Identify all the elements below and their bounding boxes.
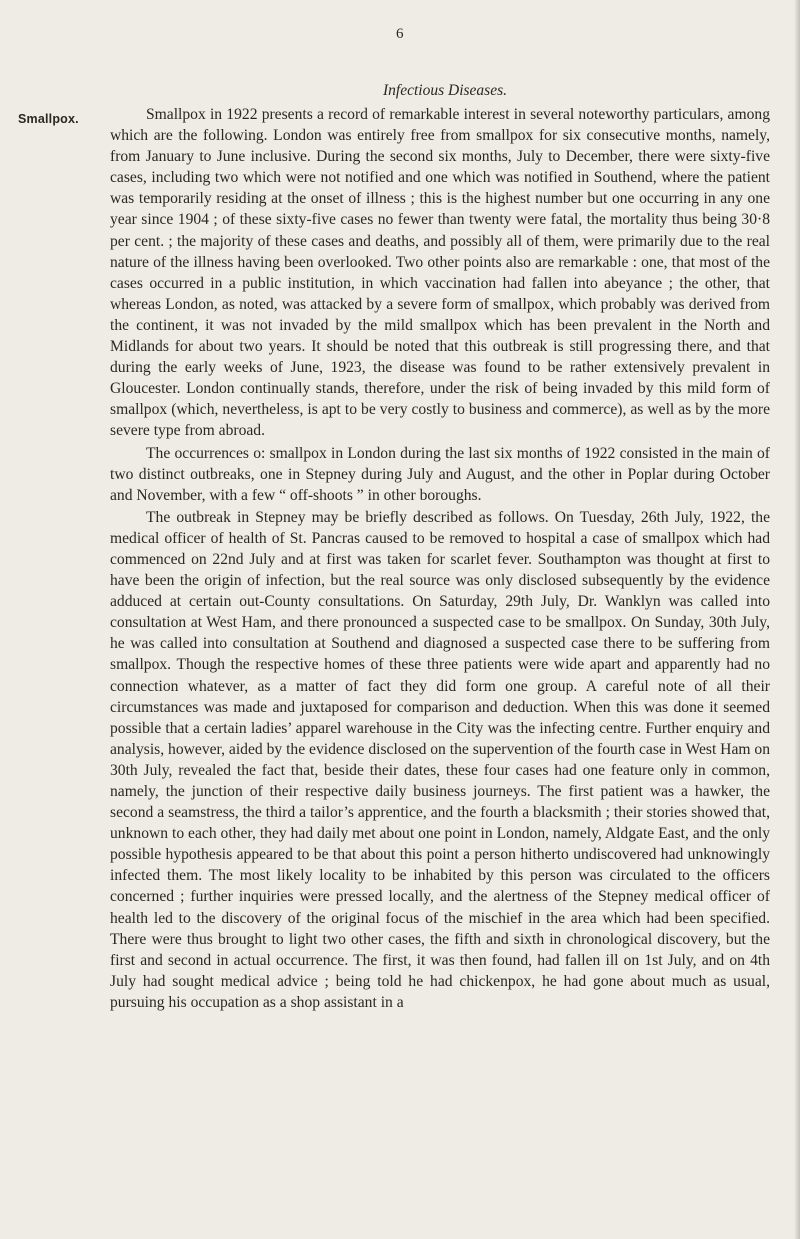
margin-note-smallpox: Smallpox. (18, 112, 79, 126)
paragraph-1: Smallpox in 1922 presents a record of remarkable interest in several noteworthy particulars, among which are the following. London was entirely free from smallpox for six consecutive months, namely, from January to June inclusive. During the second six months, July to December, there were sixty-five cases, including two which were not notified and one which was notified in Southend, where the patient was temporarily residing at the onset of illness ; this is the highest number but one occurring in any one year since 1904 ; of these sixty-five cases no fewer than twenty were fatal, the mortality thus being 30·8 per cent. ; the majority of these cases and deaths, and possibly all of them, were primarily due to the real nature of the illness having been overlooked. Two other points also are remarkable : one, that most of the cases occurred in a public institution, in which vaccination had fallen into abeyance ; the other, that whereas London, as noted, was attacked by a severe form of smallpox, which probably was derived from the continent, it was not invaded by the mild smallpox which has been prevalent in the North and Midlands for about two years. It should be noted that this outbreak is still progressing there, and that during the early weeks of June, 1923, the disease was found to be rather extensively prevalent in Gloucester. London continually stands, therefore, under the risk of being invaded by this mild form of smallpox (which, nevertheless, is apt to be very costly to business and commerce), as well as by the more severe type from abroad. (110, 106, 770, 440)
page-number: 6 (396, 26, 404, 42)
paragraph-3: The outbreak in Stepney may be briefly described as follows. On Tuesday, 26th July, 1922, the medical officer of health of St. Pancras caused to be removed to hospital a case of smallpox which had commenced on 22nd July and at first was taken for scarlet fever. Southampton was thought at first to have been the origin of infection, but the real source was only disclosed subsequently by the evidence adduced at certain out-County consultations. On Saturday, 29th July, Dr. Wanklyn was called into consultation at West Ham, and there pronounced a suspected case to be smallpox. On Sunday, 30th July, he was called into consultation at Southend and diagnosed a suspected case there to be suffering from smallpox. Though the respective homes of these three patients were wide apart and apparently had no connection whatever, as a matter of fact they did form one group. A careful note of all their circumstances was made and juxtaposed for comparison and deduction. When this was done it seemed possible that a certain ladies’ apparel warehouse in the City was the infecting centre. Further enquiry and analysis, however, aided by the evidence disclosed on the supervention of the fourth case in West Ham on 30th July, revealed the fact that, beside their dates, these four cases had one feature only in common, namely, the junction of their respective daily business journeys. The first patient was a hawker, the second a seamstress, the third a tailor’s apprentice, and the fourth a blacksmith ; their stories showed that, unknown to each other, they had daily met about one point in London, namely, Aldgate East, and the only possible hypothesis appeared to be that about this point a person hitherto undiscovered had unknowingly infected them. The most likely locality to be inhabited by this person was circulated to the officers concerned ; further inquiries were pressed locally, and the alertness of the Stepney medical officer of health led to the discovery of the original focus of the mischief in the area which had been specified. There were thus brought to light two other cases, the fifth and sixth in chronological discovery, but the first and second in actual occurrence. The first, it was then found, had fallen ill on 1st July, and on 4th July had sought medical advice ; being told he had chickenpox, he had gone about much as usual, pursuing his occupation as a shop assistant in a (110, 508, 770, 1011)
paragraph-2: The occurrences o: smallpox in London during the last six months of 1922 consisted in the main of two distinct outbreaks, one in Stepney during July and August, and the other in Poplar during October and November, with a few “ off-shoots ” in other boroughs. (110, 444, 770, 504)
body-text (110, 104, 770, 1014)
page-edge-shadow (794, 0, 800, 1239)
section-heading: Infectious Diseases. (383, 82, 507, 99)
